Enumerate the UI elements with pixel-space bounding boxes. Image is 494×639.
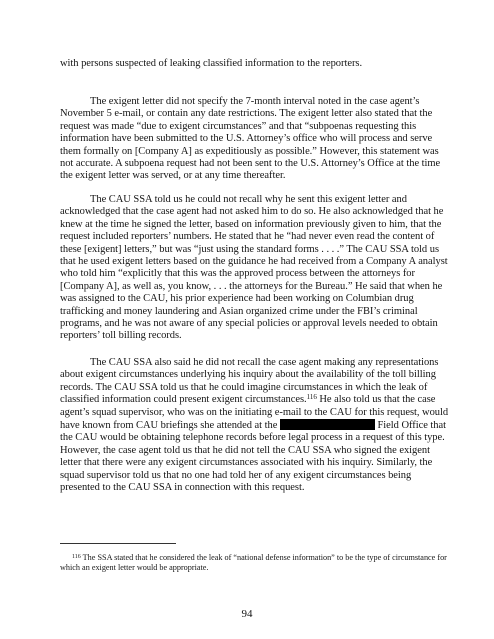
- paragraph-exigent-letter: [60, 96, 453, 183]
- redaction-block: [280, 419, 375, 430]
- paragraph-cau-ssa-representations: [60, 357, 453, 494]
- paragraph-continuation: [60, 58, 453, 70]
- footnote-reference: 116: [306, 393, 317, 402]
- paragraph-cau-ssa-recall: [60, 194, 453, 343]
- paragraph-text-part-a: The CAU SSA also said he did not recall the case agent making any representations about exigent circumstances underlying his inquiry about the availability of the toll billing records. The CAU SSA told us that he could imagine circumstances in which the leak of classified information could present exigent circumstances.: [60, 357, 439, 406]
- footnote-text: The SSA stated that he considered the leak of “national defense information” to be the type of circumstance for which an exigent letter would be appropriate.: [60, 553, 447, 572]
- paragraph-text: [60, 357, 453, 494]
- paragraph-text-part-b: He also told us that the case agent’s squad supervisor, who was on the initiating e-mail to the CAU for this request, would have known from CAU briefings she attended at the: [60, 394, 449, 432]
- paragraph-text: with persons suspected of leaking classified information to the reporters.: [60, 58, 363, 69]
- paragraph-text: The exigent letter did not specify the 7-month interval noted in the case agent’s November 5 e-mail, or contain any date restrictions. The exigent letter also stated that the request was made “due to exigent circumstances” and that “subpoenas requesting this information have been submitted to the U.S. Attorney’s office who will process and serve them formally on [Company A] as expeditiously as possible.” However, this statement was not accurate. A subpoena request had not been sent to the U.S. Attorney’s Office at the time the exigent letter was served, or at any time thereafter.: [60, 96, 441, 182]
- page-number: 94: [241, 608, 253, 620]
- footnote-number: 116: [72, 554, 81, 560]
- paragraph-text: The CAU SSA told us he could not recall why he sent this exigent letter and acknowledged that the case agent had not asked him to do so. He also acknowledged that he knew at the time he signed the letter, based on information previously given to him, that the request included reporters’ numbers. He stated that he “had never even read the content of these [exigent] letters,” but was “just using the standard forms . . . .” The CAU SSA told us that he used exigent letters based on the guidance he had received from a Company A analyst who told him “explicitly that this was the approved process between the attorneys for [Company A], as well as, you know, . . . the attorneys for the Bureau.” He said that when he was assigned to the CAU, his prior experience had been working on Columbian drug trafficking and money laundering and Asian organized crime under the FBI’s criminal programs, and he was not aware of any special policies or approval levels needed to obtain reporters’ toll billing records.: [60, 194, 448, 342]
- footnote-divider: [60, 543, 176, 544]
- footnote-116: [60, 553, 455, 573]
- paragraph-text-part-c: Field Office that the CAU would be obtaining telephone records before legal process in a request of this type. However, the case agent told us that he did not tell the CAU SSA who signed the exigent letter that there were any exigent circumstances associated with his inquiry. Similarly, the squad supervisor told us that no one had told her of any exigent circumstances being presented to the CAU SSA in connection with this request.: [60, 420, 447, 494]
